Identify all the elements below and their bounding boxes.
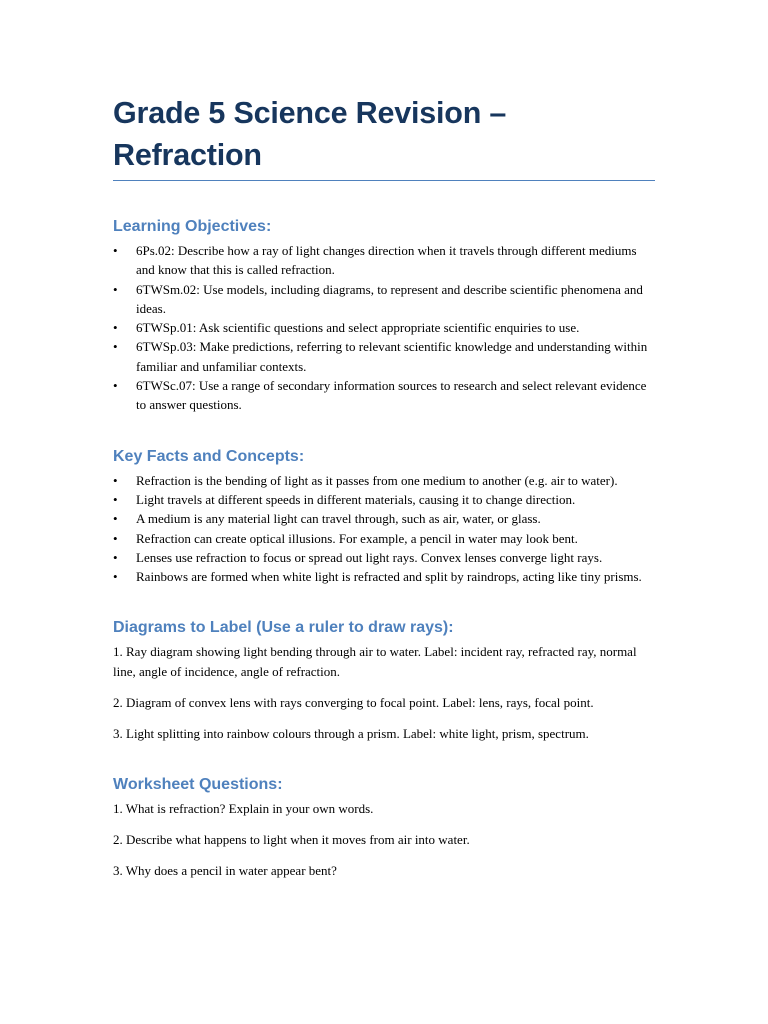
list-item [113,376,655,415]
list-item-text: Refraction can create optical illusions. For example, a pencil in water may look bent. [136,530,578,546]
learning-objectives-list [113,241,655,415]
worksheet-heading: Worksheet Questions: [113,775,283,793]
list-item [113,280,655,319]
list-item-text: Refraction is the bending of light as it passes from one medium to another (e.g. air to water). [136,472,618,488]
list-item-text: 6TWSp.03: Make predictions, referring to relevant scientific knowledge and understanding within familiar and unfamiliar contexts. [136,339,648,374]
learning-objectives-heading: Learning Objectives: [113,218,272,235]
worksheet-section [113,775,655,881]
list-item [113,318,655,337]
bullet-icon: • [113,549,118,565]
bullet-icon: • [113,472,118,488]
document-page [113,92,655,881]
list-item [113,490,655,509]
diagram-instruction: 1. Ray diagram showing light bending through air to water. Label: incident ray, refracted ray, normal line, angle of incidence, angle of refraction. [113,644,637,679]
list-item [113,509,655,528]
list-item [113,548,655,567]
list-item [113,337,655,376]
worksheet-question: 3. Why does a pencil in water appear bent? [113,863,337,879]
learning-objectives-section [113,217,655,415]
key-facts-heading: Key Facts and Concepts: [113,447,305,465]
list-item-text: Lenses use refraction to focus or spread out light rays. Convex lenses converge light rays. [136,549,603,565]
list-item-text: A medium is any material light can travel through, such as air, water, or glass. [136,511,541,527]
list-item-text: Light travels at different speeds in different materials, causing it to change direction. [136,491,576,507]
diagrams-section [113,618,655,743]
list-item-text: 6Ps.02: Describe how a ray of light changes direction when it travels through different mediums and know that this is called refraction. [136,243,637,278]
bullet-icon: • [113,243,118,258]
bullet-icon: • [113,569,118,585]
worksheet-question: 1. What is refraction? Explain in your own words. [113,800,374,816]
document-title: Grade 5 Science Revision – Refraction [113,92,655,181]
list-item-text: 6TWSc.07: Use a range of secondary information sources to research and select relevant evidence to answer questions. [136,378,647,413]
list-item-text: 6TWSp.01: Ask scientific questions and select appropriate scientific enquiries to use. [136,320,580,336]
key-facts-list [113,471,655,587]
bullet-icon: • [113,378,118,394]
list-item [113,529,655,548]
bullet-icon: • [113,491,118,507]
bullet-icon: • [113,281,118,297]
diagram-instruction: 2. Diagram of convex lens with rays converging to focal point. Label: lens, rays, focal point. [113,695,594,711]
list-item-text: Rainbows are formed when white light is refracted and split by raindrops, acting like tiny prisms. [136,569,642,585]
list-item [113,471,655,490]
list-item-text: 6TWSm.02: Use models, including diagrams, to represent and describe scientific phenomena and ideas. [136,281,643,316]
list-item [113,567,655,586]
list-item [113,241,655,280]
key-facts-section [113,447,655,587]
diagrams-heading: Diagrams to Label (Use a ruler to draw rays): [113,619,454,637]
bullet-icon: • [113,339,118,355]
bullet-icon: • [113,511,118,527]
bullet-icon: • [113,530,118,546]
bullet-icon: • [113,320,118,336]
diagram-instruction: 3. Light splitting into rainbow colours through a prism. Label: white light, prism, spectrum. [113,726,589,742]
worksheet-question: 2. Describe what happens to light when it moves from air into water. [113,831,470,847]
